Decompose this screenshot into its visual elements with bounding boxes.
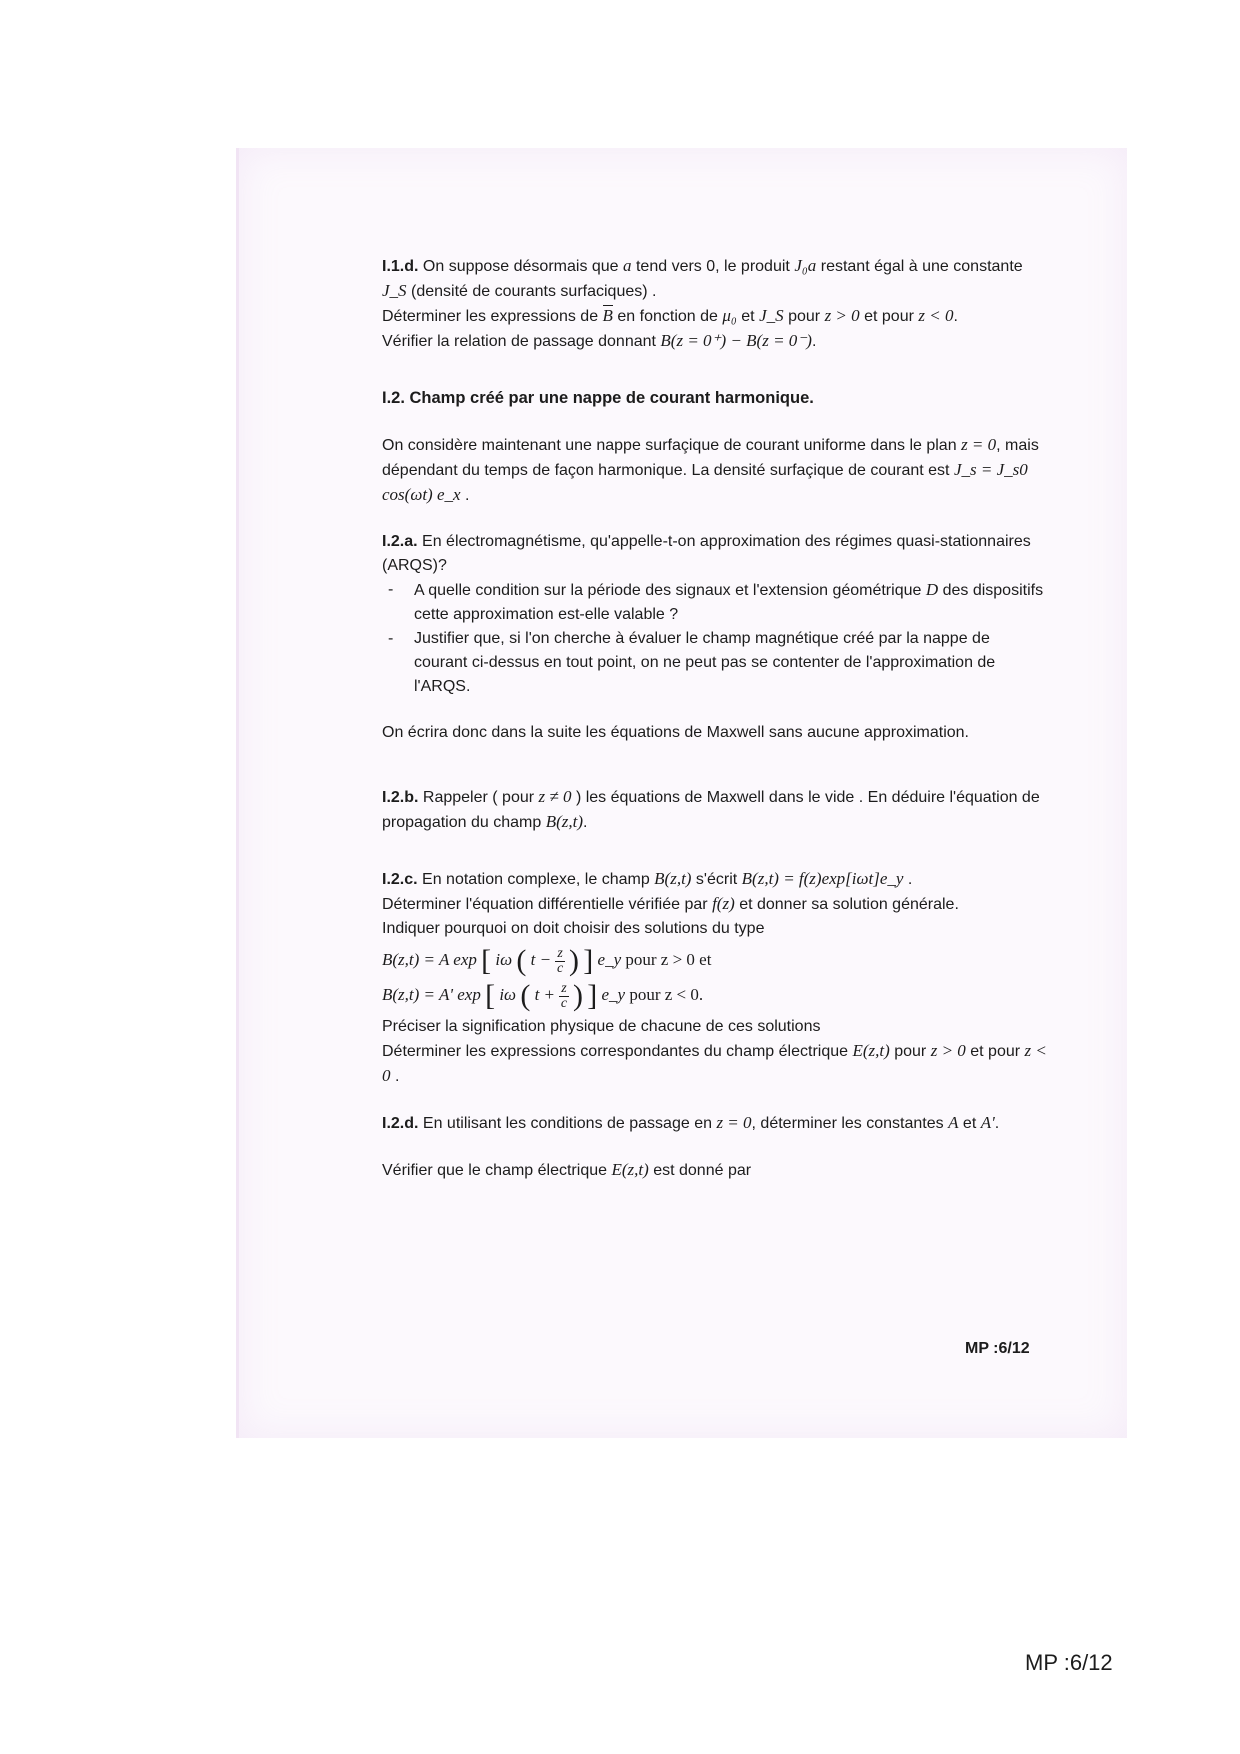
math: z ≠ 0	[538, 787, 572, 806]
math: f(z)	[712, 894, 735, 913]
text: .	[394, 1068, 400, 1086]
section-label: I.2.b.	[382, 789, 419, 806]
fraction	[555, 947, 564, 976]
math: z = 0	[716, 1113, 752, 1133]
text: Déterminer l'équation différentielle vérifiée par	[382, 896, 708, 913]
section-label: I.1.d.	[382, 258, 419, 275]
math: e_y	[601, 985, 626, 1005]
math: B(z,t) = A exp	[382, 950, 477, 969]
text: Vérifier que le champ électrique	[382, 1162, 608, 1180]
math: D	[925, 580, 939, 599]
text: Préciser la signification physique de chacune de ces solutions	[382, 1018, 821, 1036]
text: tend vers 0, le produit	[635, 258, 790, 275]
text: Déterminer les expressions correspondantes du champ électrique	[382, 1043, 849, 1061]
equation-wave-positive	[382, 945, 1047, 976]
fraction-denominator: c	[560, 995, 568, 1011]
section-i2a	[382, 530, 1047, 699]
math-relation: B(z = 0⁺) − B(z = 0⁻)	[660, 331, 812, 350]
text: , déterminer les constantes	[751, 1115, 944, 1133]
bracket: [	[481, 944, 492, 978]
fraction-numerator: z	[561, 980, 567, 996]
text: A quelle condition sur la période des signaux et l'extension géométrique	[414, 582, 922, 599]
section-i2c	[382, 867, 1047, 1089]
fraction	[559, 982, 568, 1011]
text: .	[953, 308, 958, 325]
text: .	[907, 871, 913, 888]
document-body	[382, 254, 1047, 1197]
text: pour	[894, 1043, 927, 1061]
bracket: [	[485, 979, 496, 1013]
section-i2b	[382, 785, 1047, 835]
text: pour	[788, 308, 821, 325]
section-label: I.2.a.	[382, 533, 418, 550]
math: z > 0	[824, 306, 860, 325]
math: z < 0	[918, 306, 954, 325]
math: z > 0	[930, 1041, 966, 1061]
text: On suppose désormais que	[422, 258, 619, 275]
text: ) les équations de Maxwell dans le vide . En déduire l'équation de propagation du champ	[382, 789, 1040, 831]
equation-wave-negative	[382, 980, 1047, 1011]
math: A'	[980, 1113, 995, 1133]
text: En utilisant les conditions de passage en	[422, 1115, 712, 1133]
paragraph-verify-e	[382, 1158, 1047, 1183]
paren: )	[569, 944, 580, 978]
section-i1d	[382, 254, 1047, 354]
math: A	[948, 1113, 959, 1133]
math: z < 0	[382, 1041, 1047, 1086]
math: J_s = J_s0 cos(ωt) e_x	[382, 460, 1028, 504]
math: μ₀	[722, 306, 737, 325]
section-i2-intro	[382, 433, 1047, 508]
text: Justifier que, si l'on cherche à évaluer le champ magnétique créé par la nappe de courant ci-dessus en tout point, on ne peut pas se contenter de l'approximation de l'ARQS.	[414, 630, 996, 695]
fraction-numerator: z	[557, 945, 563, 961]
math: a	[623, 256, 632, 275]
text: pour z > 0 et	[625, 950, 712, 969]
text: pour z < 0.	[629, 985, 704, 1005]
question-list	[382, 578, 1047, 699]
math: E(z,t)	[852, 1041, 890, 1061]
bracket: ]	[587, 979, 598, 1013]
list-item	[382, 627, 1047, 699]
math: E(z,t)	[611, 1160, 649, 1180]
text: .	[811, 333, 817, 350]
math: J_S	[382, 281, 407, 300]
math: B(z,t)	[545, 812, 583, 831]
text: Déterminer les expressions de	[382, 308, 599, 325]
math: z = 0	[961, 435, 997, 454]
text: s'écrit	[695, 871, 738, 888]
paren: (	[516, 944, 527, 978]
text: Vérifier la relation de passage donnant	[382, 333, 656, 350]
paren: )	[572, 979, 583, 1013]
text: On considère maintenant une nappe surfaçique de courant uniforme dans le plan	[382, 437, 957, 454]
page-number-outer: MP :6/12	[1025, 1650, 1113, 1675]
text: et donner sa solution générale.	[739, 896, 959, 913]
text: .	[465, 487, 470, 504]
math: e_y	[597, 950, 622, 969]
math: t +	[534, 985, 556, 1005]
paren: (	[520, 979, 531, 1013]
text: En notation complexe, le champ	[422, 871, 650, 888]
text: en fonction de	[617, 308, 718, 325]
text: , mais dépendant du temps de façon harmonique. La densité surfaçique de courant est	[382, 437, 1039, 479]
text: .	[994, 1115, 1000, 1133]
text: restant égal à une constante	[820, 258, 1023, 275]
text: est donné par	[653, 1162, 752, 1180]
text: et	[962, 1115, 977, 1133]
section-label: I.2.d.	[382, 1115, 419, 1133]
math: J_S	[759, 306, 784, 325]
text: Indiquer pourquoi on doit choisir des solutions du type	[382, 920, 765, 937]
math: J₀a	[794, 256, 817, 275]
text: et pour	[864, 308, 914, 325]
section-i2d	[382, 1111, 1047, 1136]
math: iω	[499, 985, 517, 1005]
section-label: I.2.c.	[382, 871, 418, 888]
text: On écrira donc dans la suite les équations de Maxwell sans aucune approximation.	[382, 724, 969, 741]
text: En électromagnétisme, qu'appelle-t-on approximation des régimes quasi-stationnaires (ARQS)?	[382, 533, 1031, 574]
math: B(z,t) = f(z)exp[iωt]e_y	[741, 869, 904, 888]
list-item	[382, 578, 1047, 627]
text: Rappeler ( pour	[422, 789, 535, 806]
math: iω	[495, 950, 513, 969]
text: et pour	[970, 1043, 1021, 1061]
math: t −	[530, 950, 552, 969]
bracket: ]	[583, 944, 594, 978]
math: B(z,t)	[654, 869, 692, 888]
text: .	[582, 814, 588, 831]
section-i2-heading	[382, 386, 1047, 411]
text: et	[741, 308, 755, 325]
text: (densité de courants surfaciques) .	[411, 283, 657, 300]
fraction-denominator: c	[556, 960, 564, 976]
math: B(z,t) = A' exp	[382, 985, 481, 1005]
text: des dispositifs cette approximation est-elle valable ?	[414, 582, 1044, 623]
math-vector: B	[603, 304, 613, 328]
paragraph-maxwell-note	[382, 721, 1047, 745]
section-heading: I.2. Champ créé par une nappe de courant harmonique.	[382, 389, 814, 407]
page-number-inner: MP :6/12	[965, 1340, 1030, 1357]
